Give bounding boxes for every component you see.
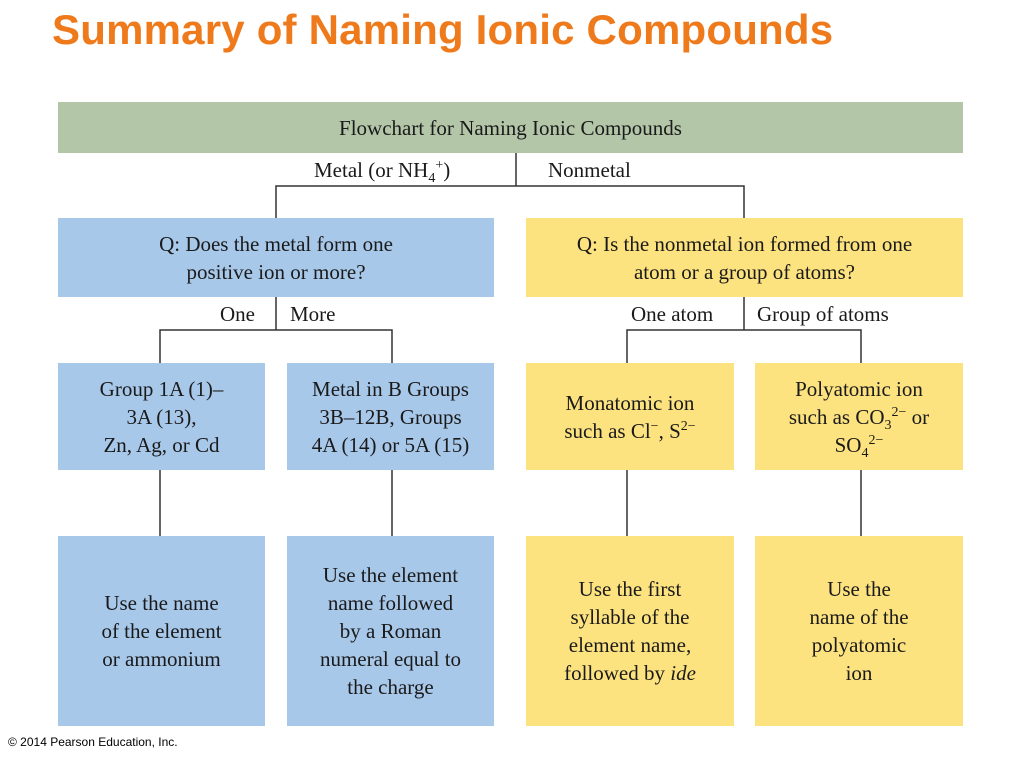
question-metal-line: Q: Does the metal form one: [159, 231, 393, 256]
branch-metal-label: [314, 156, 451, 187]
polyatomic-line: Polyatomic ion: [795, 376, 923, 401]
sulfide-charge: 2−: [680, 418, 696, 434]
branch-metal-close: ): [443, 158, 451, 182]
question-nonmetal-box: [526, 218, 963, 297]
rule-polyatomic-line: ion: [845, 661, 873, 685]
rule-ammonium-line: Use the name: [104, 591, 219, 615]
flowchart-header: [58, 102, 963, 153]
question-nonmetal-line: atom or a group of atoms?: [633, 259, 856, 284]
chloride-charge: −: [650, 418, 659, 434]
rule-ide-text: followed by: [564, 661, 671, 685]
rule-roman-line: name followed: [327, 591, 454, 615]
rule-ammonium-line: of the element: [101, 619, 222, 643]
flowchart-header-text: Flowchart for Naming Ionic Compounds: [339, 115, 682, 140]
b-groups-line: 4A (14) or 5A (15): [311, 432, 470, 457]
label-one-atom: One atom: [631, 302, 714, 326]
rule-roman-line: numeral equal to: [319, 647, 462, 671]
branch-nonmetal-label: Nonmetal: [548, 158, 631, 182]
rule-roman-line: the charge: [347, 675, 434, 699]
b-groups-box: [287, 363, 494, 470]
question-metal-line: positive ion or more?: [186, 259, 366, 284]
sulfate-charge: 2−: [868, 432, 884, 448]
monatomic-text: such as Cl: [564, 418, 651, 443]
rule-ide-box: [526, 536, 734, 726]
b-groups-line: Metal in B Groups: [312, 376, 469, 401]
rule-polyatomic-line: polyatomic: [811, 633, 907, 657]
rule-ide-line: Use the first: [578, 577, 682, 601]
carbonate-charge: 2−: [891, 404, 907, 420]
b-groups-line: 3B–12B, Groups: [319, 404, 462, 429]
group-1a-line: 3A (13),: [126, 404, 197, 429]
rule-roman-line: by a Roman: [339, 619, 442, 643]
nh4-superscript: +: [435, 158, 444, 173]
rule-roman-box: [287, 536, 494, 726]
question-nonmetal-line: Q: Is the nonmetal ion formed from one: [576, 231, 913, 256]
rule-ide-line: element name,: [568, 633, 692, 657]
group-1a-line: Group 1A (1)–: [99, 376, 224, 401]
carbonate-subscript: 3: [884, 417, 892, 433]
polyatomic-line: [789, 431, 929, 459]
rule-polyatomic-line: name of the: [809, 605, 909, 629]
label-one: One: [220, 302, 255, 326]
sulfate-subscript: 4: [861, 445, 869, 461]
sulfate-text: SO: [834, 432, 862, 457]
group-1a-box: [58, 363, 265, 470]
nh4-subscript: 4: [428, 171, 436, 187]
polyatomic-or: or: [906, 404, 930, 429]
monatomic-line: [564, 417, 695, 445]
polyatomic-line: [789, 403, 929, 431]
monatomic-line: Monatomic ion: [565, 390, 695, 415]
monatomic-sep: , S: [658, 418, 681, 443]
label-group-of-atoms: Group of atoms: [757, 302, 889, 326]
question-metal-box: [58, 218, 494, 297]
rule-polyatomic-line: Use the: [827, 577, 891, 601]
group-1a-line: Zn, Ag, or Cd: [103, 432, 220, 457]
slide-title: Summary of Naming Ionic Compounds: [52, 6, 834, 53]
polyatomic-box: [755, 363, 963, 470]
monatomic-box: [526, 363, 734, 470]
rule-polyatomic-box: [755, 536, 963, 726]
label-more: More: [290, 302, 336, 326]
rule-ammonium-box: [58, 536, 265, 726]
rule-ammonium-line: or ammonium: [102, 647, 221, 671]
rule-ide-line: syllable of the: [570, 605, 690, 629]
polyatomic-text: such as CO: [788, 404, 885, 429]
branch-metal-text: Metal (or NH: [314, 158, 429, 182]
rule-ide-line: [564, 659, 696, 687]
ide-suffix: ide: [670, 661, 696, 685]
copyright-footer: © 2014 Pearson Education, Inc.: [8, 735, 178, 749]
rule-roman-line: Use the element: [322, 563, 459, 587]
